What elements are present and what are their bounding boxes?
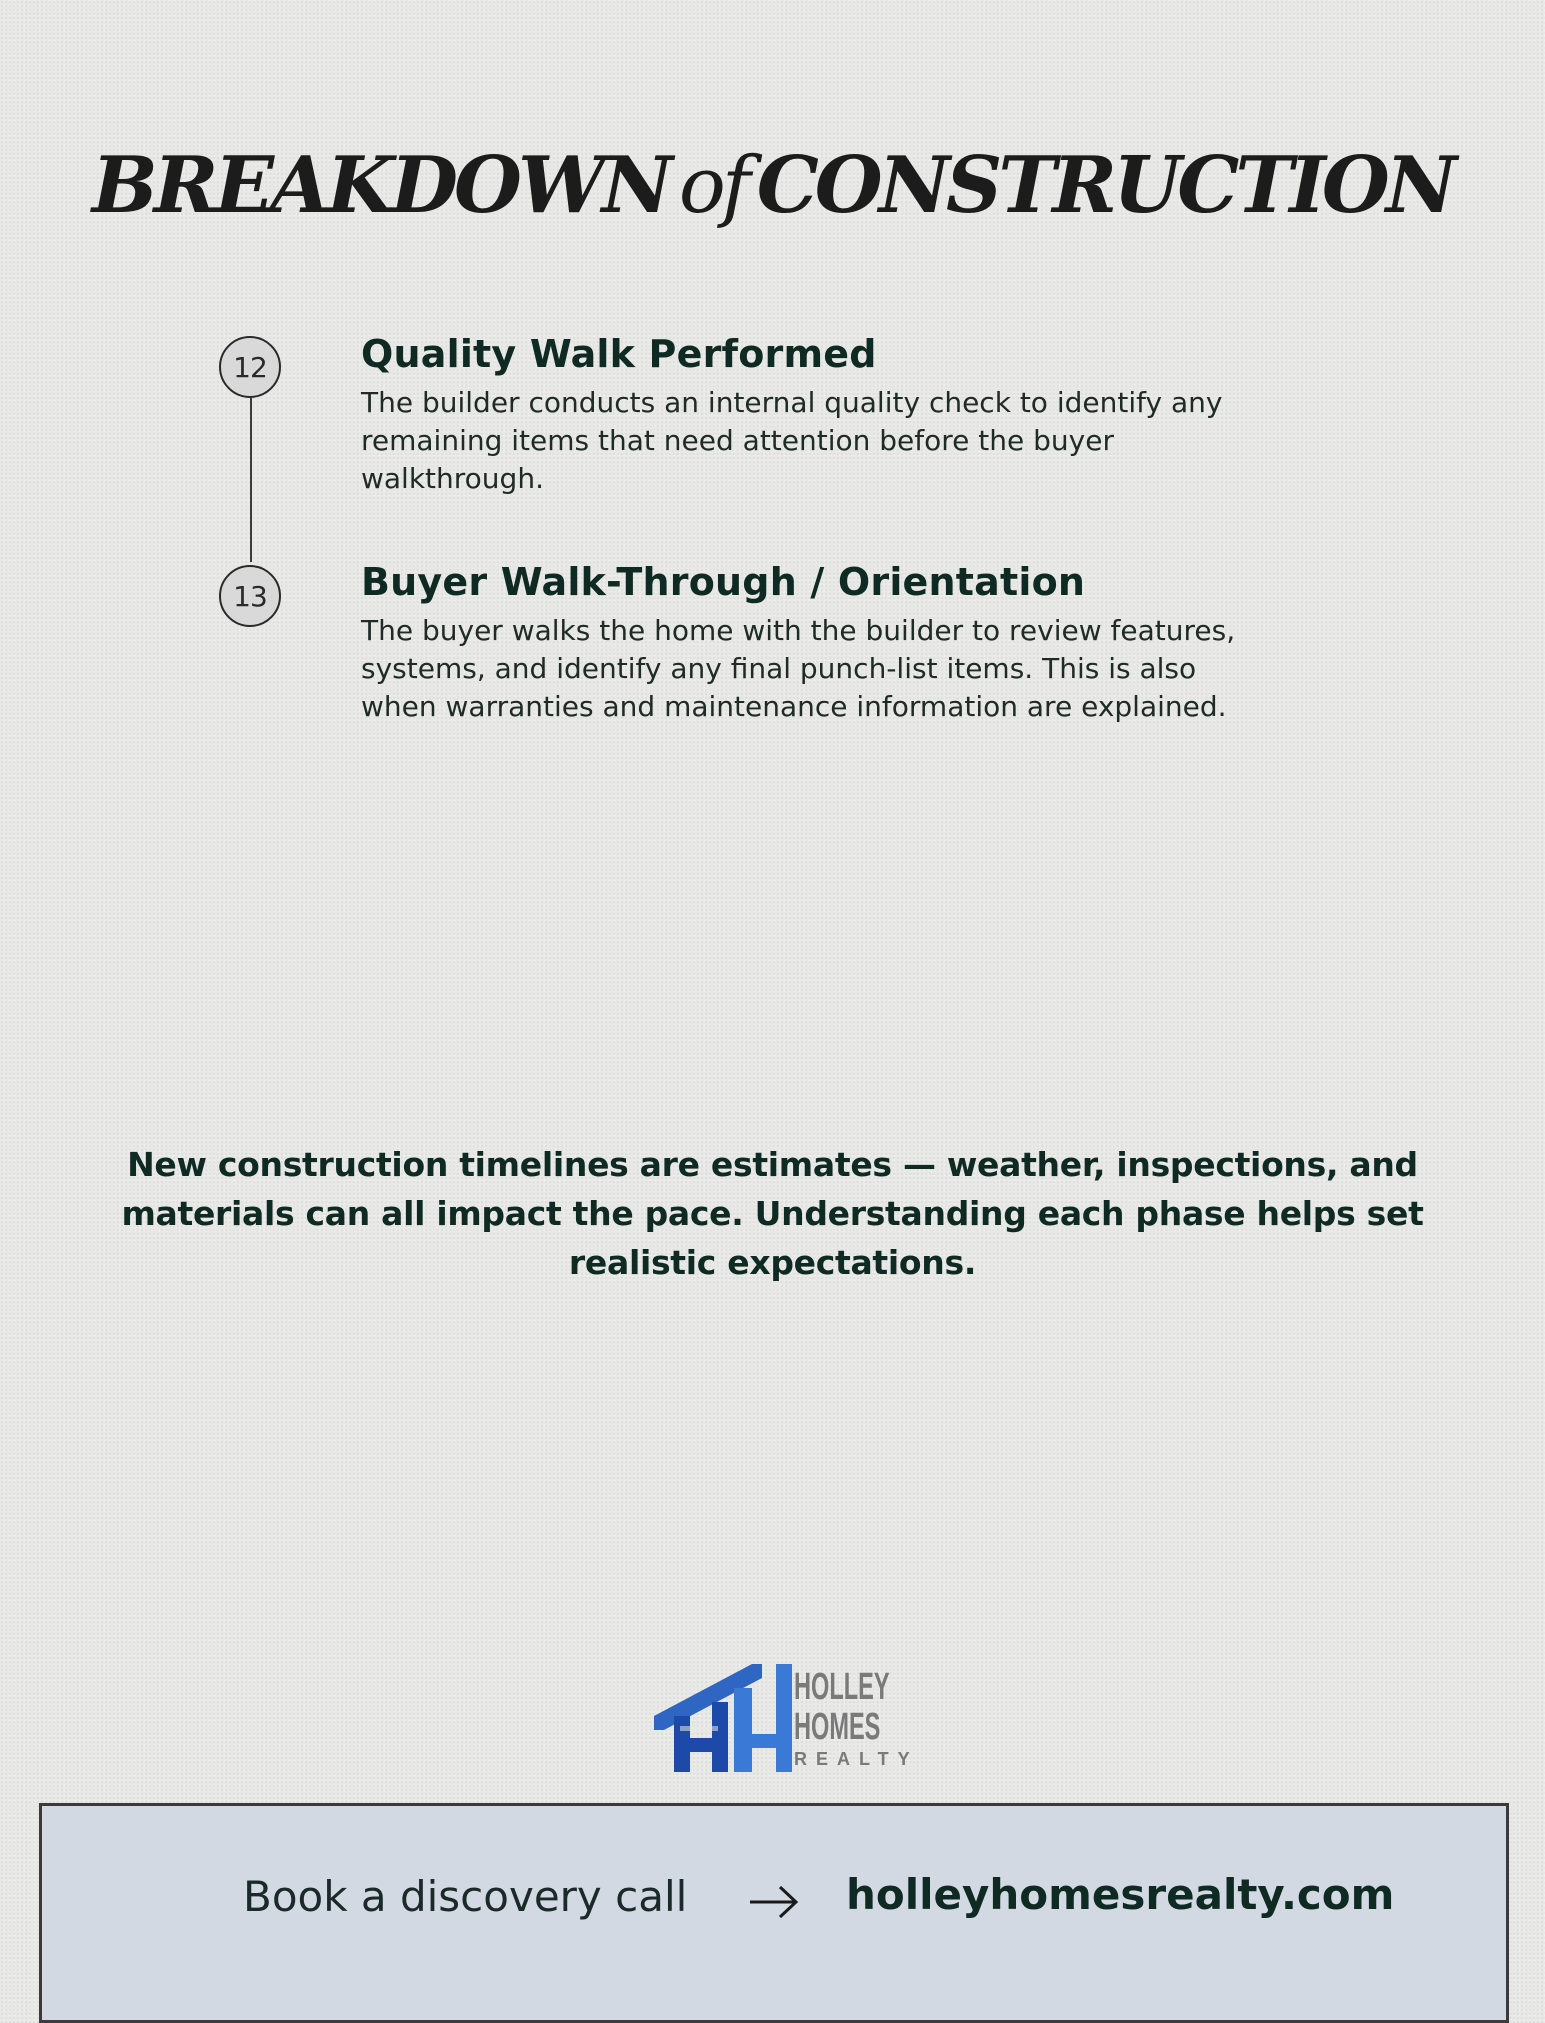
logo-word-realty: REALTY (794, 1749, 919, 1769)
step-number-badge: 13 (219, 565, 281, 627)
page-title (0, 140, 1545, 231)
title-part-construction: CONSTRUCTION (756, 140, 1454, 231)
step-title: Buyer Walk-Through / Orientation (361, 560, 1086, 604)
timeline-step (361, 330, 1341, 498)
step-number-badge: 12 (219, 336, 281, 398)
timeline-connector (250, 398, 252, 562)
logo-word-homes: HOMES (794, 1706, 881, 1748)
timeline-step (361, 558, 1341, 726)
step-title: Quality Walk Performed (361, 332, 877, 376)
website-link[interactable]: holleyhomesrealty.com (846, 1870, 1395, 1919)
cta-label: Book a discovery call (243, 1872, 688, 1921)
title-part-breakdown: BREAKDOWN (91, 140, 669, 231)
timeline-note: New construction timelines are estimates — weather, inspections, and materials can all impact the pace. Understanding each phase helps set realistic expectations. (121, 1145, 1424, 1282)
title-part-of: of (678, 141, 747, 231)
logo-wordmark (794, 1668, 948, 1768)
step-description: The builder conducts an internal quality check to identify any remaining items that need attention before the buyer walkthrough. (361, 386, 1223, 495)
step-description: The buyer walks the home with the builder to review features, systems, and identify any final punch-list items. This is also when warranties and maintenance information are explained. (361, 614, 1236, 723)
logo-word-holley: HOLLEY (794, 1666, 890, 1708)
arrow-right-icon (748, 1882, 800, 1922)
